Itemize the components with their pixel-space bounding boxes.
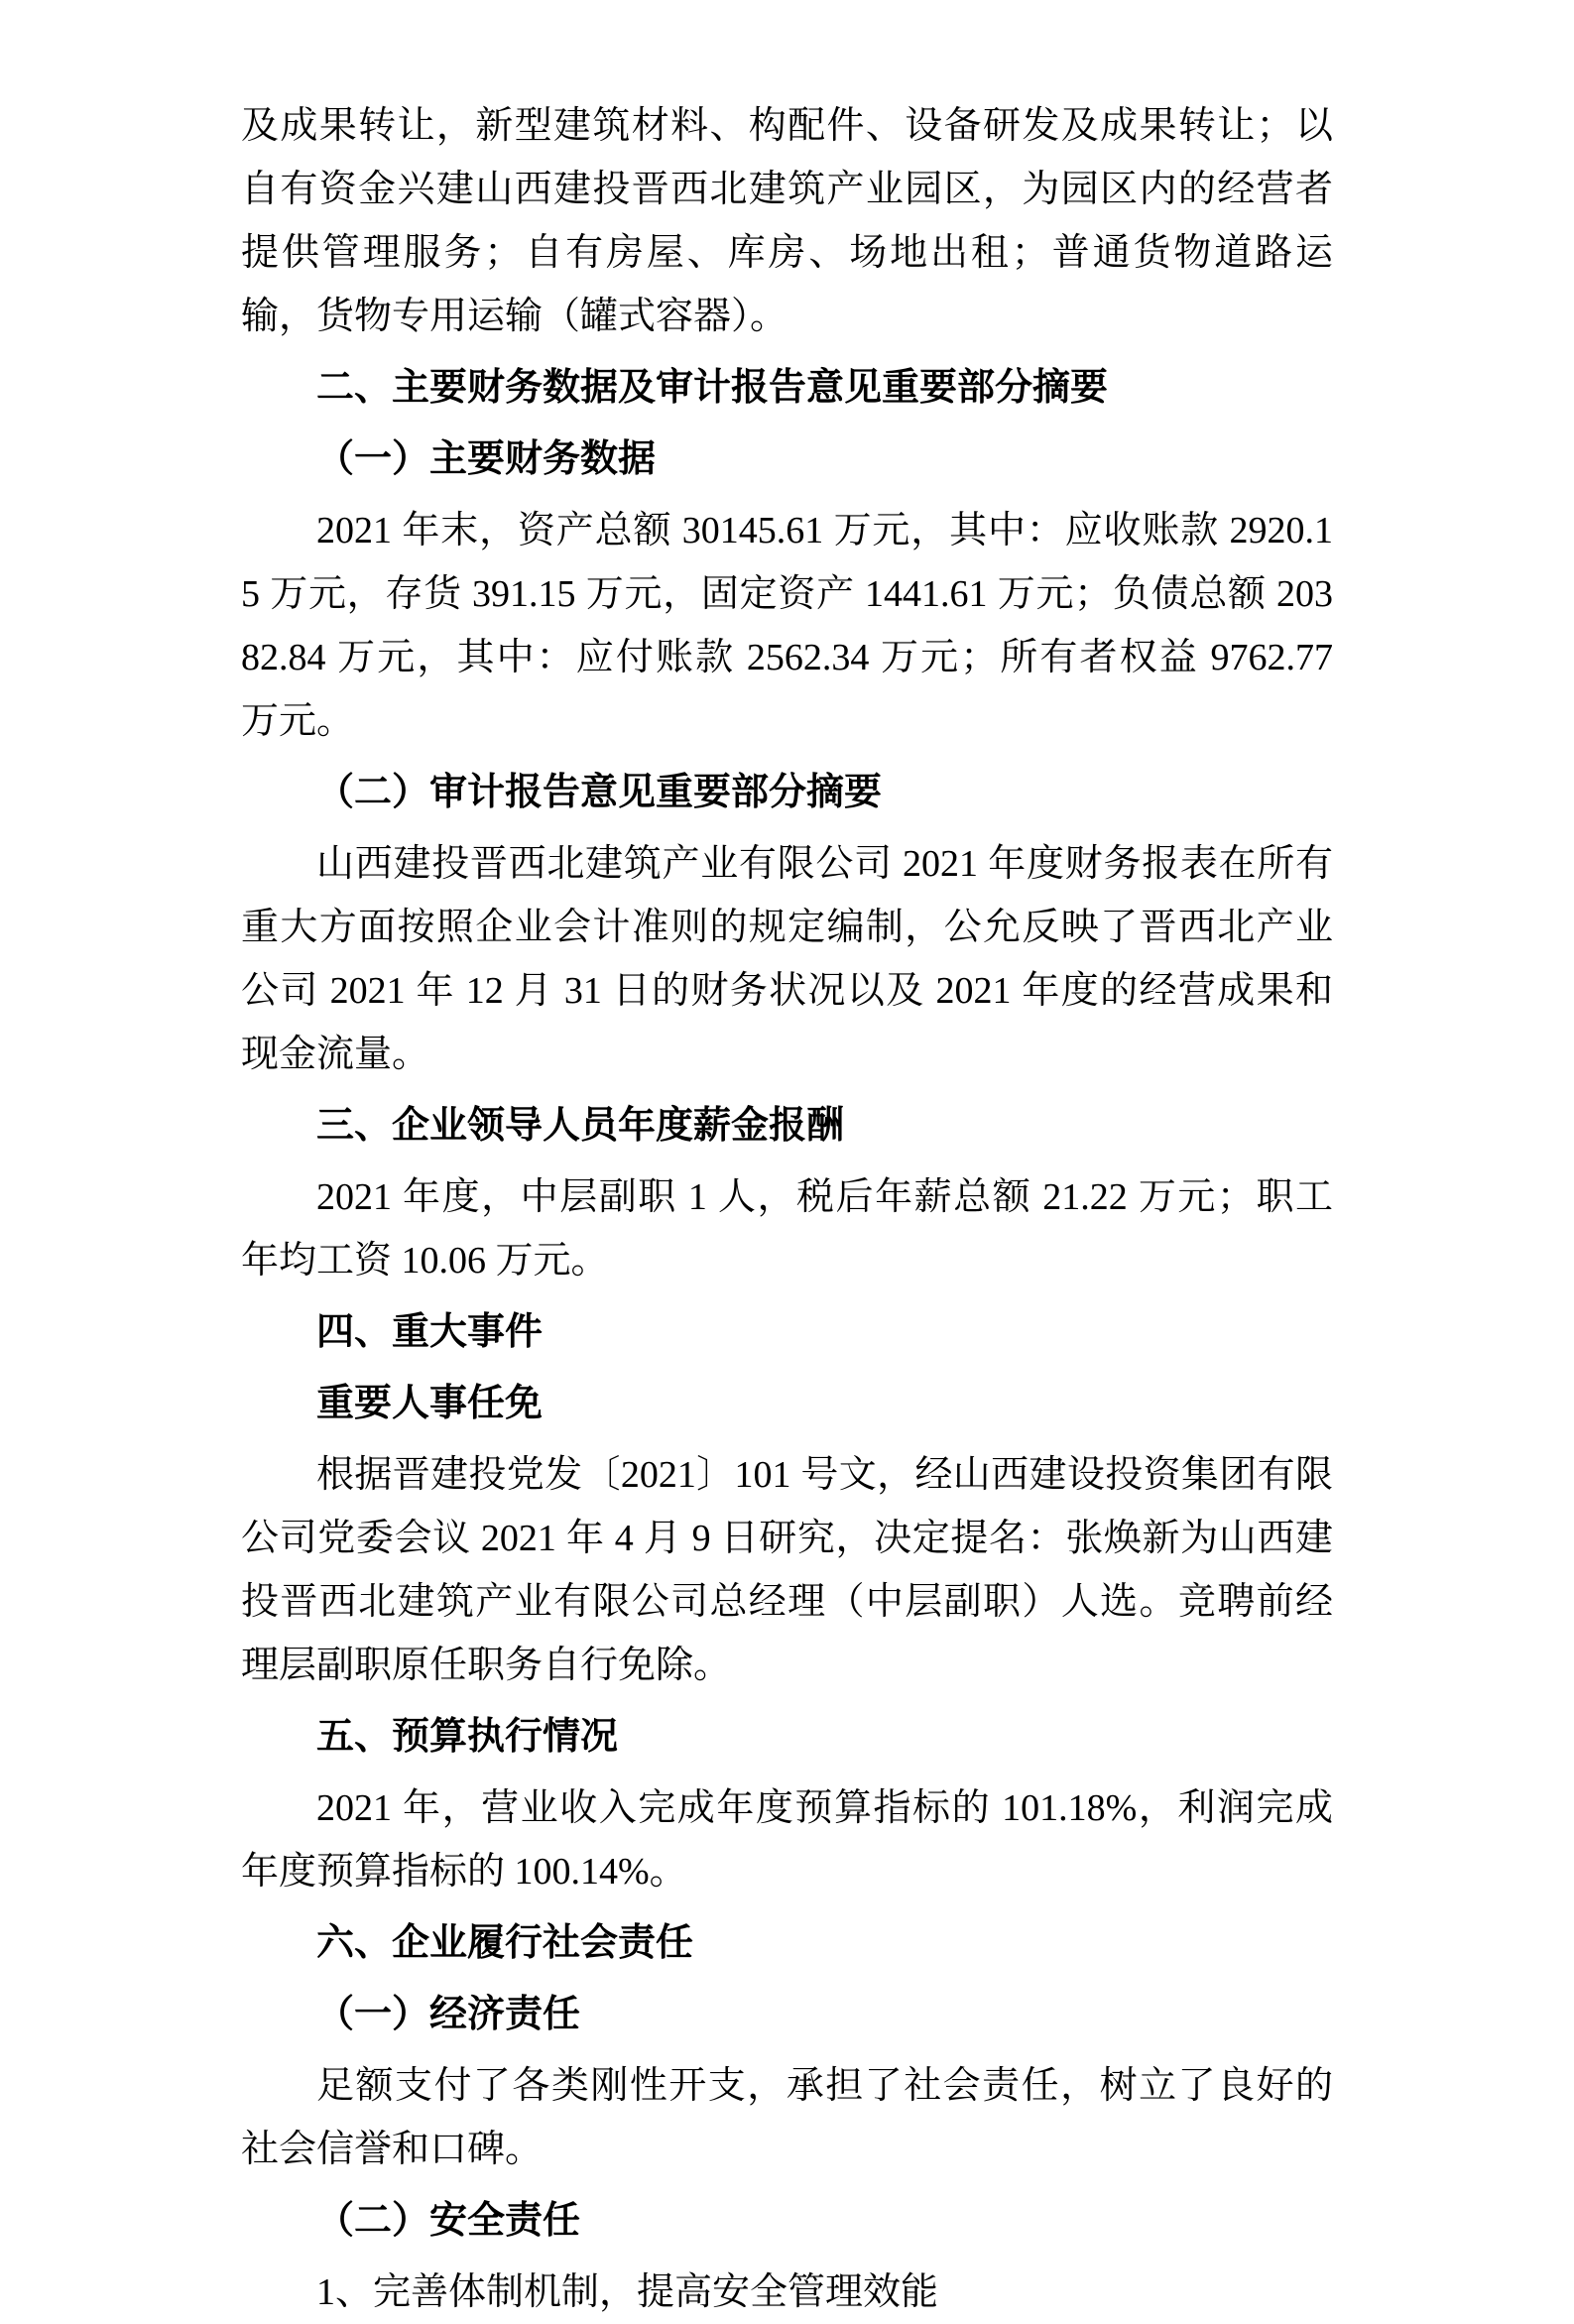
section-heading-financial-audit-summary: 二、主要财务数据及审计报告意见重要部分摘要	[316, 367, 1109, 409]
section-heading-budget-execution: 五、预算执行情况	[316, 1716, 619, 1758]
subsection-heading-safety-responsibility: （二）安全责任	[316, 2200, 581, 2242]
section-heading-major-events: 四、重大事件	[316, 1311, 544, 1353]
paragraph-safety-item-1: 1、完善体制机制，提高安全管理效能	[316, 2271, 939, 2313]
section-heading-social-responsibility: 六、企业履行社会责任	[316, 1922, 694, 1964]
paragraph-salary: 2021 年度，中层副职 1 人，税后年薪总额 21.22 万元；职工年均工资 10.06 万元。	[241, 1176, 1333, 1282]
paragraph-budget-execution: 2021 年，营业收入完成年度预算指标的 101.18%，利润完成年度预算指标的 100.14%。	[241, 1787, 1333, 1893]
paragraph-financial-data: 2021 年末，资产总额 30145.61 万元，其中：应收账款 2920.15 万元，存货 391.15 万元，固定资产 1441.61 万元；负债总额 20382.84 万元，其中：应付账款 2562.34 万元；所有者权益 9762.77 万元。	[241, 510, 1333, 742]
subsection-heading-personnel-appointments: 重要人事任免	[316, 1383, 544, 1424]
subsection-heading-main-financial-data: （一）主要财务数据	[316, 438, 657, 480]
paragraph-audit-opinion: 山西建投晋西北建筑产业有限公司 2021 年度财务报表在所有重大方面按照企业会计准则的规定编制，公允反映了晋西北产业公司 2021 年 12 月 31 日的财务状况以及 2021 年度的经营成果和现金流量。	[241, 843, 1333, 1075]
paragraph-economic-responsibility: 足额支付了各类刚性开支，承担了社会责任，树立了良好的社会信誉和口碑。	[241, 2065, 1333, 2170]
subsection-heading-economic-responsibility: （一）经济责任	[316, 1994, 581, 2035]
paragraph-business-scope-continued: 及成果转让，新型建筑材料、构配件、设备研发及成果转让；以自有资金兴建山西建投晋西北建筑产业园区，为园区内的经营者提供管理服务；自有房屋、库房、场地出租；普通货物道路运输，货物专用运输（罐式容器）。	[241, 105, 1333, 337]
paragraph-personnel-appointment: 根据晋建投党发〔2021〕101 号文，经山西建设投资集团有限公司党委会议 2021 年 4 月 9 日研究，决定提名：张焕新为山西建投晋西北建筑产业有限公司总经理（中层副职）人选。竞聘前经理层副职原任职务自行免除。	[241, 1454, 1333, 1686]
section-heading-leader-salary: 三、企业领导人员年度薪金报酬	[316, 1105, 845, 1147]
subsection-heading-audit-opinion: （二）审计报告意见重要部分摘要	[316, 772, 883, 813]
